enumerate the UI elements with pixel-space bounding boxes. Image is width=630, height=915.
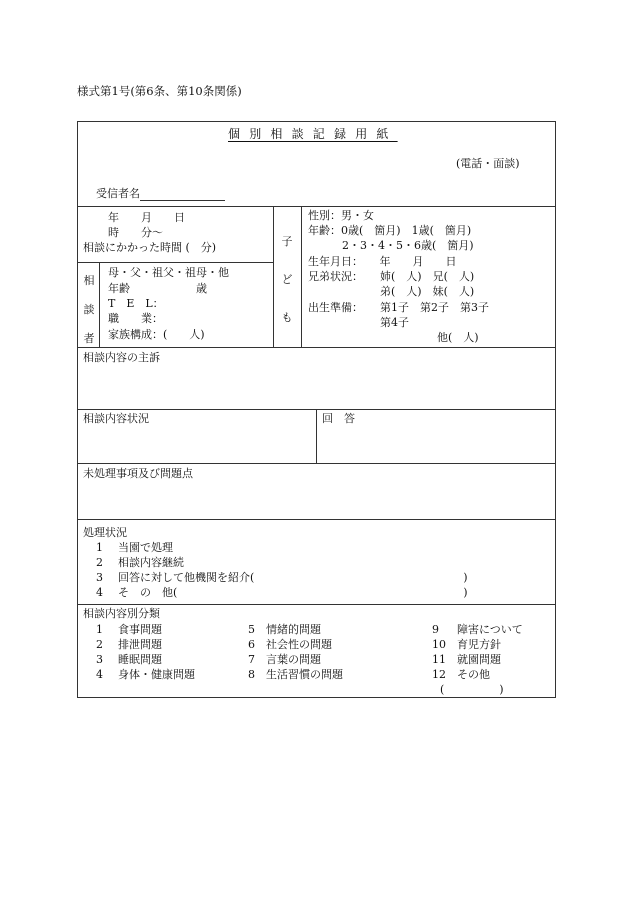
processing-num: 2 xyxy=(96,556,103,569)
classification-item: 身体・健康問題 xyxy=(118,668,195,681)
divider xyxy=(99,262,100,347)
child-label-char: も xyxy=(281,311,293,324)
processing-num: 4 xyxy=(96,586,103,599)
classification-item: 食事問題 xyxy=(118,623,162,636)
divider xyxy=(77,604,556,605)
child-age-line1: 年齢：0歳( 箇月) 1歳( 箇月) xyxy=(308,224,472,237)
classification-num: 8 xyxy=(248,668,255,681)
child-sex: 性別：男・女 xyxy=(308,209,374,222)
classification-num: 9 xyxy=(432,623,439,636)
birth-order-line2: 第4子 xyxy=(380,316,409,329)
classification-item: 情緒的問題 xyxy=(266,623,321,636)
child-label xyxy=(278,233,296,325)
divider xyxy=(301,206,302,347)
processing-item: 回答に対して他機関を紹介( ) xyxy=(118,571,468,584)
classification-num: 10 xyxy=(432,638,446,651)
classification-item: 育児方針 xyxy=(457,638,501,651)
contact-mode: (電話・面談) xyxy=(456,157,520,170)
classification-label: 相談内容別分類 xyxy=(83,607,160,620)
consultant-label-char: 相 xyxy=(83,274,95,287)
classification-num: 4 xyxy=(96,668,103,681)
siblings-line1: 姉( 人) 兄( 人) xyxy=(380,270,475,283)
processing-num: 1 xyxy=(96,541,103,554)
consultant-label xyxy=(80,272,98,346)
classification-item: 排泄問題 xyxy=(118,638,162,651)
main-point-label: 相談内容の主訴 xyxy=(83,351,160,364)
consultant-age: 年齢 歳 xyxy=(108,282,207,295)
classification-num: 7 xyxy=(248,653,255,666)
classification-other-paren: ( ) xyxy=(440,683,504,696)
siblings-line2: 弟( 人) 妹( 人) xyxy=(380,285,475,298)
duration-line: 相談にかかった時間 ( 分) xyxy=(83,241,217,254)
classification-item: 生活習慣の問題 xyxy=(266,668,343,681)
time-line: 時 分〜 xyxy=(108,226,163,239)
siblings-label: 兄弟状況： xyxy=(308,270,363,283)
child-label-char: 子 xyxy=(281,235,293,248)
divider xyxy=(316,409,317,463)
classification-item: その他 xyxy=(457,668,490,681)
classification-item: 就園問題 xyxy=(457,653,501,666)
divider xyxy=(77,206,556,207)
receiver-label: 受信者名 xyxy=(96,187,140,200)
classification-num: 5 xyxy=(248,623,255,636)
answer-label: 回 答 xyxy=(322,412,355,425)
classification-item: 社会性の問題 xyxy=(266,638,332,651)
divider xyxy=(77,463,556,464)
child-birthdate: 生年月日： 年 月 日 xyxy=(308,255,457,268)
birth-order-label: 出生準備： xyxy=(308,301,363,314)
divider xyxy=(77,262,273,263)
processing-num: 3 xyxy=(96,571,103,584)
classification-num: 11 xyxy=(432,653,446,666)
divider xyxy=(77,519,556,520)
classification-num: 6 xyxy=(248,638,255,651)
birth-order-line3: 他( 人) xyxy=(437,331,479,344)
consultant-relation: 母・父・祖父・祖母・他 xyxy=(108,266,229,279)
divider xyxy=(273,206,274,347)
processing-item: 相談内容継続 xyxy=(118,556,184,569)
date-line: 年 月 日 xyxy=(108,211,185,224)
processing-item: そ の 他( ) xyxy=(118,586,468,599)
consultant-label-char: 者 xyxy=(83,332,95,345)
consultant-label-char: 談 xyxy=(83,303,95,316)
classification-num: 2 xyxy=(96,638,103,651)
classification-item: 障害について xyxy=(457,623,523,636)
form-reference: 様式第1号(第6条、第10条関係) xyxy=(77,84,242,98)
classification-num: 1 xyxy=(96,623,103,636)
processing-item: 当園で処理 xyxy=(118,541,173,554)
classification-num: 3 xyxy=(96,653,103,666)
child-age-line2: 2・3・4・5・6歳( 箇月) xyxy=(342,239,474,252)
form-title: 個別相談記録用紙 xyxy=(228,127,398,141)
classification-item: 睡眠問題 xyxy=(118,653,162,666)
consultant-family: 家族構成：( 人) xyxy=(108,328,205,341)
consultant-job: 職 業： xyxy=(108,312,163,325)
status-label: 相談内容状況 xyxy=(83,412,149,425)
classification-item: 言葉の問題 xyxy=(266,653,321,666)
divider xyxy=(77,347,556,348)
unresolved-label: 未処理事項及び問題点 xyxy=(83,467,193,480)
classification-num: 12 xyxy=(432,668,446,681)
child-label-char: ど xyxy=(281,273,293,286)
birth-order-line1: 第1子 第2子 第3子 xyxy=(380,301,489,314)
consultant-tel: T E L： xyxy=(108,297,164,310)
processing-label: 処理状況 xyxy=(83,526,127,539)
receiver-name-line[interactable] xyxy=(140,200,225,201)
